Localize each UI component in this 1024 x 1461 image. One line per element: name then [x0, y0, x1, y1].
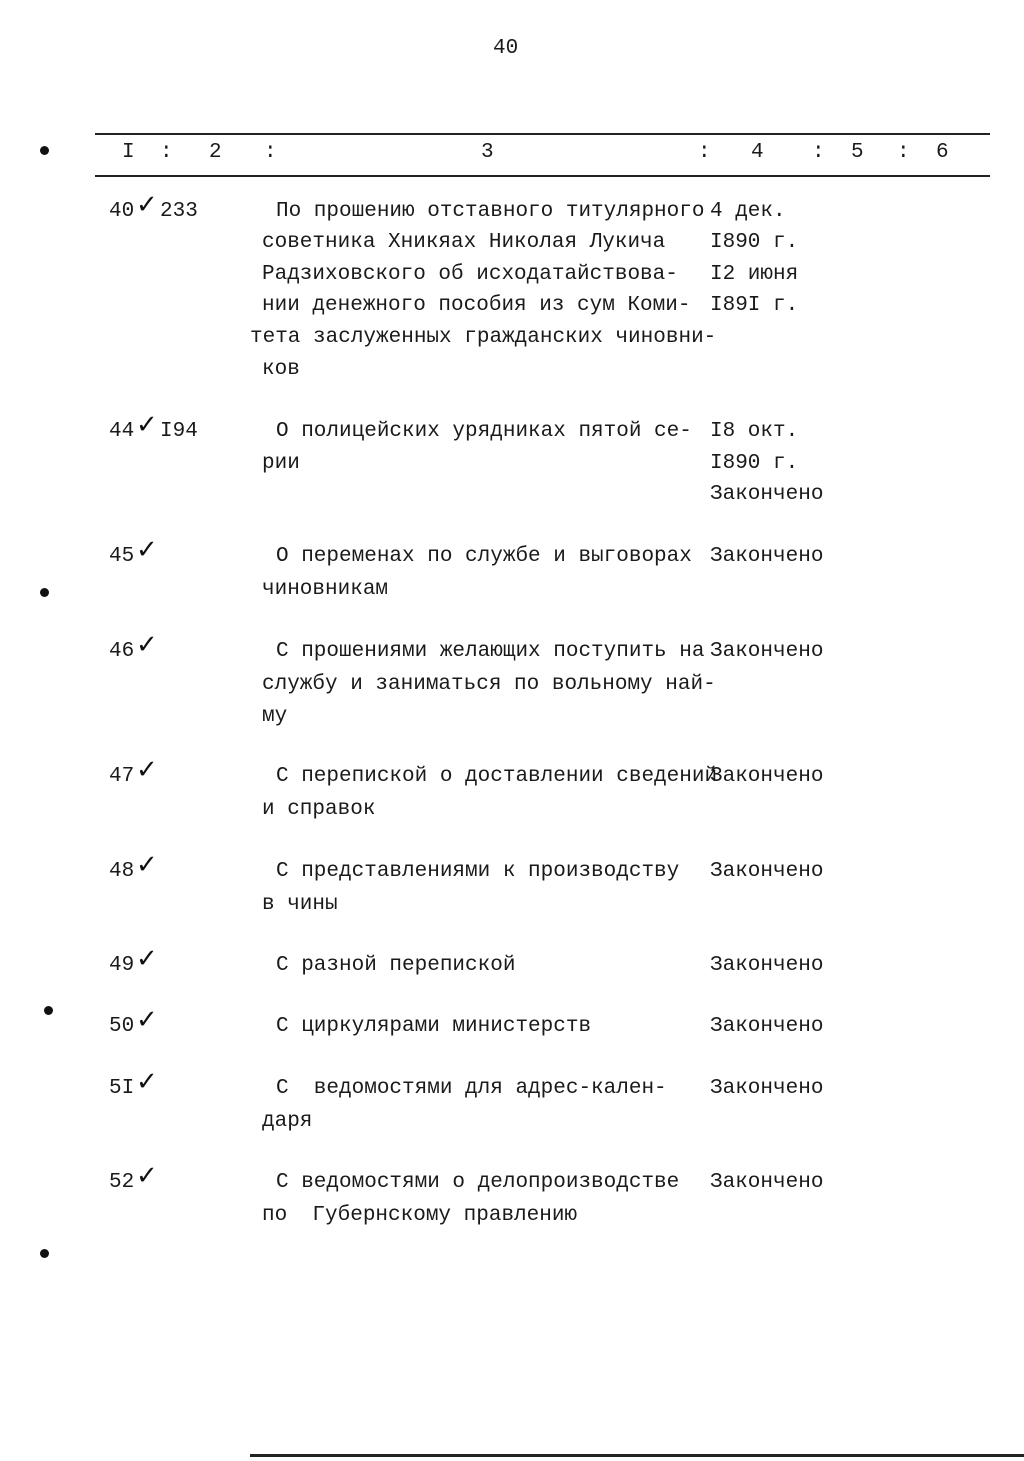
checkmark-icon: ✓	[136, 630, 158, 660]
entry-date-status: Закончено	[710, 1077, 824, 1100]
punch-hole-mark	[44, 1006, 53, 1015]
punch-hole-mark	[40, 146, 49, 155]
bottom-edge-rule	[250, 1454, 1024, 1457]
entry-description-line: даря	[262, 1110, 313, 1133]
column-header: 5	[851, 141, 864, 164]
entry-description-line: в чины	[262, 893, 338, 916]
checkmark-icon: ✓	[136, 1067, 158, 1097]
entry-date-status: Закончено	[710, 483, 824, 506]
punch-hole-mark	[40, 588, 49, 597]
entry-description-line: советника Хникяах Николая Лукича	[262, 231, 666, 254]
column-header: 3	[481, 141, 494, 164]
column-separator: :	[160, 141, 173, 164]
header-top-rule	[95, 133, 990, 135]
column-separator: :	[698, 141, 711, 164]
header-bottom-rule	[95, 175, 990, 177]
entry-date-status: Закончено	[710, 1015, 824, 1038]
entry-date-status: Закончено	[710, 1171, 824, 1194]
entry-description-line: О переменах по службе и выговорах	[276, 545, 692, 568]
entry-description-line: С прошениями желающих поступить на	[276, 640, 705, 663]
entry-description-line: службу и заниматься по вольному най-	[262, 673, 716, 696]
checkmark-icon: ✓	[136, 944, 158, 974]
column-header: 6	[936, 141, 949, 164]
entry-description-line: нии денежного пособия из сум Коми-	[262, 294, 691, 317]
column-separator: :	[812, 141, 825, 164]
entry-date-status: Закончено	[710, 765, 824, 788]
entry-number: 45	[109, 545, 135, 568]
entry-date-status: Закончено	[710, 860, 824, 883]
entry-number: 5I	[109, 1077, 135, 1100]
entry-date-status: Закончено	[710, 954, 824, 977]
entry-number: 48	[109, 860, 135, 883]
entry-description-line: С разной перепиской	[276, 954, 516, 977]
entry-description-line: С ведомостями для адрес-кален-	[276, 1077, 667, 1100]
entry-description-line: и справок	[262, 798, 376, 821]
entry-date-status: I2 июня	[710, 263, 799, 286]
entry-date-status: 4 дек.	[710, 200, 786, 223]
entry-file-number: I94	[160, 420, 198, 443]
checkmark-icon: ✓	[136, 190, 158, 220]
entry-description-line: Радзиховского об исходатайствова-	[262, 263, 678, 286]
entry-date-status: Закончено	[710, 545, 824, 568]
column-header: 2	[209, 141, 222, 164]
checkmark-icon: ✓	[136, 850, 158, 880]
punch-hole-mark	[40, 1249, 49, 1258]
entry-description-line: тета заслуженных гражданских чиновни-	[250, 326, 717, 349]
entry-date-status: I890 г.	[710, 452, 799, 475]
entry-number: 44	[109, 420, 135, 443]
column-separator: :	[897, 141, 910, 164]
entry-date-status: I890 г.	[710, 231, 799, 254]
entry-description-line: С ведомостями о делопроизводстве	[276, 1171, 680, 1194]
entry-description-line: ков	[262, 358, 300, 381]
entry-description-line: По прошению отставного титулярного	[276, 200, 705, 223]
entry-description-line: чиновникам	[262, 578, 389, 601]
entry-description-line: му	[262, 705, 288, 728]
entry-description-line: рии	[262, 452, 300, 475]
column-header: 4	[751, 141, 764, 164]
entry-number: 49	[109, 954, 135, 977]
entry-description-line: С представлениями к производству	[276, 860, 680, 883]
entry-date-status: Закончено	[710, 640, 824, 663]
checkmark-icon: ✓	[136, 1161, 158, 1191]
checkmark-icon: ✓	[136, 755, 158, 785]
entry-description-line: О полицейских урядниках пятой се-	[276, 420, 692, 443]
checkmark-icon: ✓	[136, 410, 158, 440]
entry-file-number: 233	[160, 200, 198, 223]
page-number: 40	[493, 37, 519, 60]
entry-description-line: по Губернскому правлению	[262, 1204, 578, 1227]
entry-number: 40	[109, 200, 135, 223]
column-header: I	[122, 141, 135, 164]
column-separator: :	[264, 141, 277, 164]
entry-number: 46	[109, 640, 135, 663]
entry-date-status: I89I г.	[710, 294, 799, 317]
entry-number: 50	[109, 1015, 135, 1038]
entry-date-status: I8 окт.	[710, 420, 799, 443]
entry-description-line: С перепиской о доставлении сведений	[276, 765, 718, 788]
entry-description-line: С циркулярами министерств	[276, 1015, 592, 1038]
entry-number: 52	[109, 1171, 135, 1194]
entry-number: 47	[109, 765, 135, 788]
checkmark-icon: ✓	[136, 1005, 158, 1035]
checkmark-icon: ✓	[136, 535, 158, 565]
